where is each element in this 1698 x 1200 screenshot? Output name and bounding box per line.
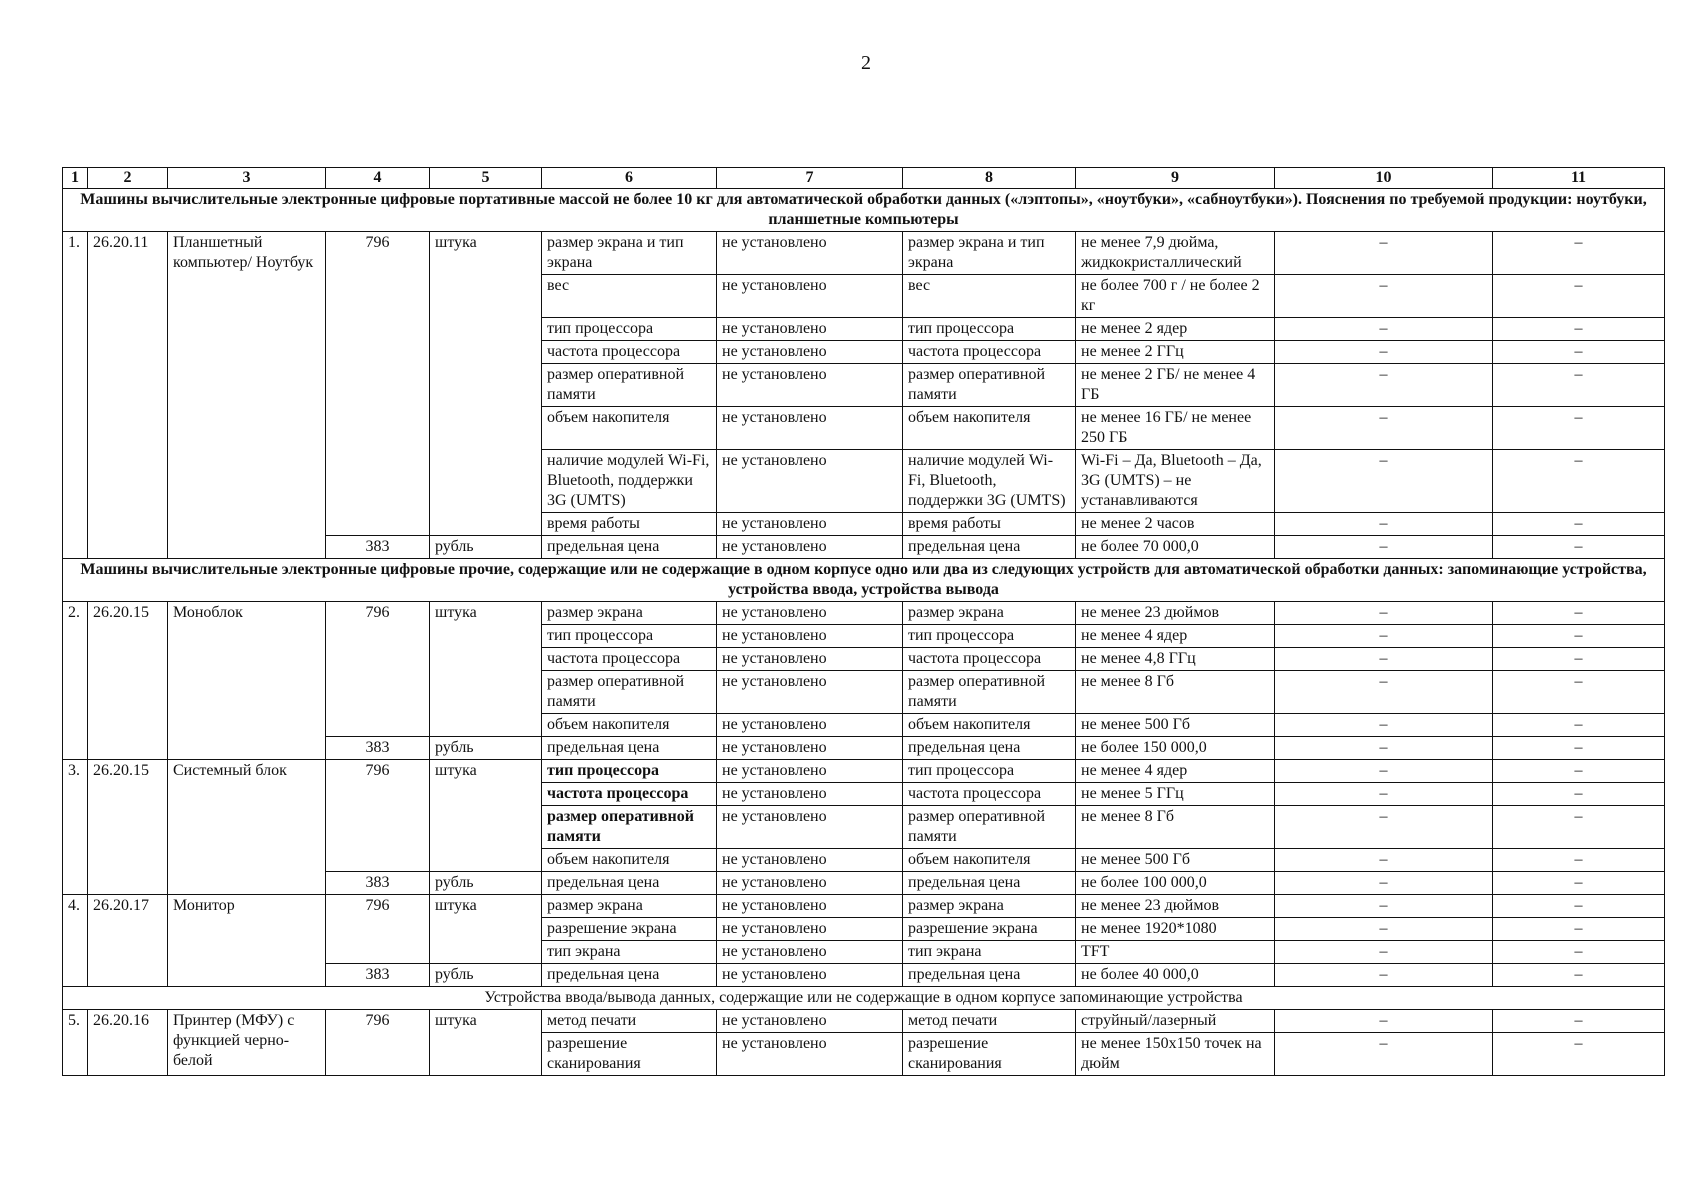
unit-name: штука xyxy=(430,602,542,737)
characteristic: предельная цена xyxy=(542,737,717,760)
characteristic: тип процессора xyxy=(903,760,1076,783)
characteristic: размер экрана xyxy=(903,602,1076,625)
value-approved: не установлено xyxy=(717,625,903,648)
column-number: 7 xyxy=(717,168,903,189)
function-purpose: – xyxy=(1493,1010,1665,1033)
function-purpose: – xyxy=(1493,275,1665,318)
characteristic: объем накопителя xyxy=(542,714,717,737)
function-purpose: – xyxy=(1493,849,1665,872)
characteristic: частота процессора xyxy=(903,648,1076,671)
section-row xyxy=(63,987,1665,1010)
characteristic: время работы xyxy=(903,513,1076,536)
function-purpose: – xyxy=(1493,760,1665,783)
column-number: 10 xyxy=(1275,168,1493,189)
characteristic: размер экрана xyxy=(542,895,717,918)
justification: – xyxy=(1275,849,1493,872)
table-row xyxy=(63,232,1665,275)
item-name: Монитор xyxy=(168,895,326,987)
characteristic: частота процессора xyxy=(903,341,1076,364)
characteristic: наличие модулей Wi-Fi, Bluetooth, поддержки 3G (UMTS) xyxy=(542,450,717,513)
value: не более 150 000,0 xyxy=(1076,737,1275,760)
function-purpose: – xyxy=(1493,714,1665,737)
characteristic: вес xyxy=(903,275,1076,318)
function-purpose: – xyxy=(1493,602,1665,625)
characteristic: объем накопителя xyxy=(903,849,1076,872)
function-purpose: – xyxy=(1493,1033,1665,1076)
justification: – xyxy=(1275,625,1493,648)
value: TFT xyxy=(1076,941,1275,964)
characteristic: предельная цена xyxy=(903,872,1076,895)
okpd2-code: 26.20.11 xyxy=(88,232,168,559)
characteristic: метод печати xyxy=(903,1010,1076,1033)
characteristic: предельная цена xyxy=(542,536,717,559)
value-approved: не установлено xyxy=(717,714,903,737)
justification: – xyxy=(1275,513,1493,536)
function-purpose: – xyxy=(1493,806,1665,849)
value-approved: не установлено xyxy=(717,648,903,671)
justification: – xyxy=(1275,318,1493,341)
value-approved: не установлено xyxy=(717,536,903,559)
value: не более 700 г / не более 2 кг xyxy=(1076,275,1275,318)
item-number: 4. xyxy=(63,895,88,987)
item-name: Системный блок xyxy=(168,760,326,895)
justification: – xyxy=(1275,760,1493,783)
characteristic: тип процессора xyxy=(903,625,1076,648)
okei-code: 796 xyxy=(326,760,430,872)
characteristic: размер экрана и тип экрана xyxy=(542,232,717,275)
unit-name: рубль xyxy=(430,872,542,895)
column-numbers-row xyxy=(63,168,1665,189)
characteristic: предельная цена xyxy=(903,964,1076,987)
value-approved: не установлено xyxy=(717,737,903,760)
value: не менее 500 Гб xyxy=(1076,714,1275,737)
justification: – xyxy=(1275,341,1493,364)
function-purpose: – xyxy=(1493,872,1665,895)
column-number: 2 xyxy=(88,168,168,189)
value: не менее 4 ядер xyxy=(1076,625,1275,648)
function-purpose: – xyxy=(1493,450,1665,513)
justification: – xyxy=(1275,872,1493,895)
characteristic: предельная цена xyxy=(903,536,1076,559)
value-approved: не установлено xyxy=(717,806,903,849)
value: не менее 16 ГБ/ не менее 250 ГБ xyxy=(1076,407,1275,450)
value-approved: не установлено xyxy=(717,760,903,783)
characteristic: частота процессора xyxy=(542,648,717,671)
unit-name: рубль xyxy=(430,536,542,559)
function-purpose: – xyxy=(1493,941,1665,964)
characteristic: время работы xyxy=(542,513,717,536)
value: не менее 23 дюймов xyxy=(1076,895,1275,918)
value-approved: не установлено xyxy=(717,602,903,625)
characteristic: объем накопителя xyxy=(903,714,1076,737)
unit-name: штука xyxy=(430,760,542,872)
item-name: Планшетный компьютер/ Ноутбук xyxy=(168,232,326,559)
characteristic: разрешение сканирования xyxy=(903,1033,1076,1076)
justification: – xyxy=(1275,450,1493,513)
characteristic: тип процессора xyxy=(542,625,717,648)
justification: – xyxy=(1275,737,1493,760)
value: не менее 2 часов xyxy=(1076,513,1275,536)
okpd2-code: 26.20.16 xyxy=(88,1010,168,1076)
characteristic: размер экрана xyxy=(542,602,717,625)
value-approved: не установлено xyxy=(717,941,903,964)
justification: – xyxy=(1275,941,1493,964)
characteristic: объем накопителя xyxy=(542,407,717,450)
function-purpose: – xyxy=(1493,964,1665,987)
value: не менее 4 ядер xyxy=(1076,760,1275,783)
justification: – xyxy=(1275,536,1493,559)
okpd2-code: 26.20.15 xyxy=(88,602,168,760)
justification: – xyxy=(1275,1010,1493,1033)
characteristic: наличие модулей Wi-Fi, Bluetooth, поддержки 3G (UMTS) xyxy=(903,450,1076,513)
value-approved: не установлено xyxy=(717,918,903,941)
section-row xyxy=(63,559,1665,602)
value-approved: не установлено xyxy=(717,407,903,450)
justification: – xyxy=(1275,964,1493,987)
characteristic: предельная цена xyxy=(903,737,1076,760)
value-approved: не установлено xyxy=(717,783,903,806)
value-approved: не установлено xyxy=(717,450,903,513)
requirements-table xyxy=(62,167,1665,1076)
table-row xyxy=(63,895,1665,918)
column-number: 4 xyxy=(326,168,430,189)
value: не более 40 000,0 xyxy=(1076,964,1275,987)
function-purpose: – xyxy=(1493,364,1665,407)
justification: – xyxy=(1275,364,1493,407)
okpd2-code: 26.20.17 xyxy=(88,895,168,987)
value: Wi-Fi – Да, Bluetooth – Да, 3G (UMTS) – не устанавливаются xyxy=(1076,450,1275,513)
justification: – xyxy=(1275,918,1493,941)
value-approved: не установлено xyxy=(717,964,903,987)
function-purpose: – xyxy=(1493,895,1665,918)
characteristic: размер оперативной памяти xyxy=(542,671,717,714)
value: струйный/лазерный xyxy=(1076,1010,1275,1033)
okei-code: 796 xyxy=(326,895,430,964)
value: не более 70 000,0 xyxy=(1076,536,1275,559)
table-row xyxy=(63,602,1665,625)
value: не менее 2 ГБ/ не менее 4 ГБ xyxy=(1076,364,1275,407)
unit-name: штука xyxy=(430,1010,542,1076)
characteristic: вес xyxy=(542,275,717,318)
characteristic: размер оперативной памяти xyxy=(903,364,1076,407)
item-number: 3. xyxy=(63,760,88,895)
characteristic: тип процессора xyxy=(542,318,717,341)
column-number: 6 xyxy=(542,168,717,189)
justification: – xyxy=(1275,714,1493,737)
column-number: 9 xyxy=(1076,168,1275,189)
characteristic: предельная цена xyxy=(542,872,717,895)
value-approved: не установлено xyxy=(717,1010,903,1033)
value-approved: не установлено xyxy=(717,671,903,714)
column-number: 1 xyxy=(63,168,88,189)
characteristic: разрешение экрана xyxy=(903,918,1076,941)
item-number: 5. xyxy=(63,1010,88,1076)
function-purpose: – xyxy=(1493,648,1665,671)
value: не менее 2 ГГц xyxy=(1076,341,1275,364)
characteristic: тип процессора xyxy=(542,760,717,783)
value: не менее 150х150 точек на дюйм xyxy=(1076,1033,1275,1076)
value: не менее 8 Гб xyxy=(1076,806,1275,849)
value-approved: не установлено xyxy=(717,275,903,318)
okei-code: 383 xyxy=(326,964,430,987)
characteristic: предельная цена xyxy=(542,964,717,987)
okei-code: 383 xyxy=(326,872,430,895)
okei-code: 383 xyxy=(326,737,430,760)
item-number: 2. xyxy=(63,602,88,760)
characteristic: разрешение сканирования xyxy=(542,1033,717,1076)
characteristic: частота процессора xyxy=(903,783,1076,806)
okei-code: 796 xyxy=(326,602,430,737)
function-purpose: – xyxy=(1493,671,1665,714)
unit-name: штука xyxy=(430,895,542,964)
characteristic: тип экрана xyxy=(903,941,1076,964)
section-row xyxy=(63,189,1665,232)
value: не менее 7,9 дюйма, жидкокристаллический xyxy=(1076,232,1275,275)
page-number: 2 xyxy=(861,52,871,74)
value: не менее 23 дюймов xyxy=(1076,602,1275,625)
section-title: Машины вычислительные электронные цифровые портативные массой не более 10 кг для автоматической обработки данных («лэптопы», «ноутбуки», «сабноутбуки»). Пояснения по требуемой продукции: ноутбуки, планшетные компьютеры xyxy=(63,189,1665,232)
characteristic: размер оперативной памяти xyxy=(542,364,717,407)
characteristic: размер экрана xyxy=(903,895,1076,918)
value: не менее 8 Гб xyxy=(1076,671,1275,714)
function-purpose: – xyxy=(1493,232,1665,275)
justification: – xyxy=(1275,648,1493,671)
okpd2-code: 26.20.15 xyxy=(88,760,168,895)
justification: – xyxy=(1275,671,1493,714)
value: не менее 4,8 ГГц xyxy=(1076,648,1275,671)
characteristic: тип процессора xyxy=(903,318,1076,341)
function-purpose: – xyxy=(1493,513,1665,536)
function-purpose: – xyxy=(1493,783,1665,806)
column-number: 11 xyxy=(1493,168,1665,189)
function-purpose: – xyxy=(1493,407,1665,450)
value-approved: не установлено xyxy=(717,513,903,536)
characteristic: размер оперативной памяти xyxy=(542,806,717,849)
value: не менее 5 ГГц xyxy=(1076,783,1275,806)
value-approved: не установлено xyxy=(717,1033,903,1076)
item-name: Моноблок xyxy=(168,602,326,760)
characteristic: частота процессора xyxy=(542,783,717,806)
justification: – xyxy=(1275,275,1493,318)
okei-code: 383 xyxy=(326,536,430,559)
value: не менее 1920*1080 xyxy=(1076,918,1275,941)
unit-name: штука xyxy=(430,232,542,536)
justification: – xyxy=(1275,407,1493,450)
justification: – xyxy=(1275,232,1493,275)
function-purpose: – xyxy=(1493,341,1665,364)
value: не менее 500 Гб xyxy=(1076,849,1275,872)
characteristic: объем накопителя xyxy=(903,407,1076,450)
function-purpose: – xyxy=(1493,536,1665,559)
function-purpose: – xyxy=(1493,625,1665,648)
column-number: 3 xyxy=(168,168,326,189)
characteristic: тип экрана xyxy=(542,941,717,964)
column-number: 5 xyxy=(430,168,542,189)
value-approved: не установлено xyxy=(717,872,903,895)
table-row xyxy=(63,760,1665,783)
value-approved: не установлено xyxy=(717,318,903,341)
justification: – xyxy=(1275,602,1493,625)
characteristic: объем накопителя xyxy=(542,849,717,872)
justification: – xyxy=(1275,1033,1493,1076)
justification: – xyxy=(1275,806,1493,849)
characteristic: частота процессора xyxy=(542,341,717,364)
item-number: 1. xyxy=(63,232,88,559)
value: не менее 2 ядер xyxy=(1076,318,1275,341)
characteristic: разрешение экрана xyxy=(542,918,717,941)
unit-name: рубль xyxy=(430,964,542,987)
item-name: Принтер (МФУ) с функцией черно-белой xyxy=(168,1010,326,1076)
value-approved: не установлено xyxy=(717,341,903,364)
value-approved: не установлено xyxy=(717,232,903,275)
value-approved: не установлено xyxy=(717,364,903,407)
function-purpose: – xyxy=(1493,318,1665,341)
characteristic: размер экрана и тип экрана xyxy=(903,232,1076,275)
table-row xyxy=(63,1010,1665,1033)
value-approved: не установлено xyxy=(717,849,903,872)
column-number: 8 xyxy=(903,168,1076,189)
section-title: Устройства ввода/вывода данных, содержащие или не содержащие в одном корпусе запоминающие устройства xyxy=(63,987,1665,1010)
justification: – xyxy=(1275,783,1493,806)
unit-name: рубль xyxy=(430,737,542,760)
characteristic: размер оперативной памяти xyxy=(903,806,1076,849)
function-purpose: – xyxy=(1493,737,1665,760)
okei-code: 796 xyxy=(326,1010,430,1076)
section-title: Машины вычислительные электронные цифровые прочие, содержащие или не содержащие в одном корпусе одно или два из следующих устройств для автоматической обработки данных: запоминающие устройства, устройства ввода, устройства вывода xyxy=(63,559,1665,602)
okei-code: 796 xyxy=(326,232,430,536)
characteristic: метод печати xyxy=(542,1010,717,1033)
justification: – xyxy=(1275,895,1493,918)
function-purpose: – xyxy=(1493,918,1665,941)
value: не более 100 000,0 xyxy=(1076,872,1275,895)
characteristic: размер оперативной памяти xyxy=(903,671,1076,714)
value-approved: не установлено xyxy=(717,895,903,918)
